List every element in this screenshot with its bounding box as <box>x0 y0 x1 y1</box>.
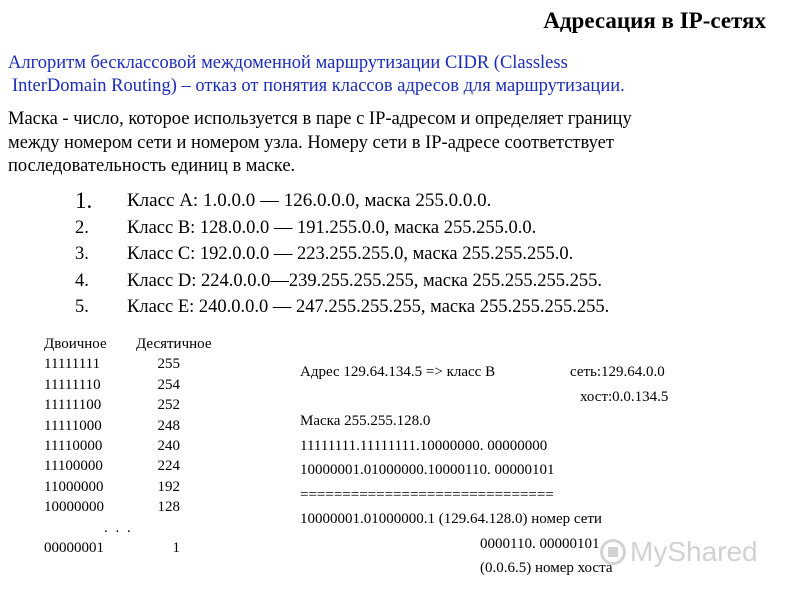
decimal-cell: 128 <box>157 499 180 516</box>
host-part: хост:0.0.134.5 <box>580 388 669 405</box>
intro-line-2: InterDomain Routing) – отказ от понятия классов адресов для маршрутизации. <box>12 76 625 96</box>
binary-cell: 11111111 <box>44 356 101 373</box>
class-item <box>75 188 795 215</box>
table-ellipsis: . . . <box>104 519 133 536</box>
table-row <box>44 375 212 395</box>
mask-value: Маска 255.255.128.0 <box>300 413 431 429</box>
header-binary: Двоичное <box>44 336 107 352</box>
decimal-cell: 255 <box>157 356 180 373</box>
class-item <box>75 241 795 268</box>
result-host: (0.0.6.5) номер хоста <box>480 560 613 576</box>
intro-line-1: Алгоритм бесклассовой междоменной маршрутизации CIDR (Classless <box>8 53 568 73</box>
binary-cell: 11111000 <box>44 417 102 434</box>
network-part: сеть:129.64.0.0 <box>570 364 665 380</box>
mask-binary: 11111111.11111111.10000000. 00000000 <box>300 437 548 454</box>
table-row <box>44 456 212 476</box>
binary-decimal-table <box>44 334 212 558</box>
watermark-text: MyShared <box>630 536 758 567</box>
header-decimal: Десятичное <box>136 336 212 352</box>
result-host-binary: 0000110. 00000101 <box>480 535 600 552</box>
table-header <box>44 334 212 354</box>
address-binary: 10000001.01000000.10000110. 00000101 <box>300 462 555 478</box>
binary-cell: 11111100 <box>44 397 102 414</box>
table-row <box>44 538 212 558</box>
mask-line-3: последовательность единиц в маске. <box>8 156 296 176</box>
class-number: 5. <box>75 297 89 317</box>
class-text: Класс C: 192.0.0.0 — 223.255.255.0, маска 255.255.255.0. <box>127 244 574 264</box>
page-title: Адресация в IP-сетях <box>543 8 766 33</box>
binary-cell: 11111110 <box>44 376 101 393</box>
table-row <box>44 477 212 497</box>
class-text: Класс A: 1.0.0.0 — 126.0.0.0, маска 255.0.0.0. <box>127 190 492 211</box>
class-item <box>75 294 795 321</box>
table-row <box>44 354 212 374</box>
decimal-cell: 224 <box>157 458 180 475</box>
class-text: Класс E: 240.0.0.0 — 247.255.255.255, маска 255.255.255.255. <box>127 297 610 317</box>
mask-line-1: Маска - число, которое используется в паре с IP-адресом и определяет границу <box>8 109 632 129</box>
binary-cell: 00000001 <box>44 540 104 557</box>
address-class-list <box>75 188 795 321</box>
class-number: 3. <box>75 244 89 264</box>
mask-definition <box>8 108 788 179</box>
class-item <box>75 268 795 295</box>
binary-cell: 10000000 <box>44 499 104 516</box>
class-item <box>75 215 795 242</box>
watermark-logo <box>600 536 758 568</box>
decimal-cell: 240 <box>157 438 180 455</box>
address-line <box>300 360 668 385</box>
class-text: Класс B: 128.0.0.0 — 191.255.0.0, маска 255.255.0.0. <box>127 217 537 238</box>
separator-line: ============================== <box>300 486 554 503</box>
decimal-cell: 254 <box>157 376 180 393</box>
watermark-icon <box>600 539 626 565</box>
table-row <box>44 436 212 456</box>
decimal-cell: 1 <box>172 540 180 557</box>
table-row <box>44 395 212 415</box>
class-text: Класс D: 224.0.0.0—239.255.255.255, маска 255.255.255.255. <box>127 270 603 291</box>
class-number: 2. <box>75 217 89 238</box>
table-row <box>44 416 212 436</box>
table-row <box>44 497 212 517</box>
binary-cell: 11000000 <box>44 478 104 495</box>
decimal-cell: 248 <box>157 417 180 434</box>
class-number: 1. <box>75 188 93 213</box>
decimal-cell: 192 <box>157 478 180 495</box>
cidr-intro <box>8 52 788 98</box>
decimal-cell: 252 <box>157 397 180 414</box>
mask-line-2: между номером сети и номером узла. Номеру сети в IP-адресе соответствует <box>8 132 614 153</box>
binary-cell: 11110000 <box>44 438 103 455</box>
class-number: 4. <box>75 270 89 291</box>
binary-cell: 11100000 <box>44 458 103 475</box>
address-class: Адрес 129.64.134.5 => класс B <box>300 364 496 380</box>
result-network: 10000001.01000000.1 (129.64.128.0) номер сети <box>300 511 602 527</box>
